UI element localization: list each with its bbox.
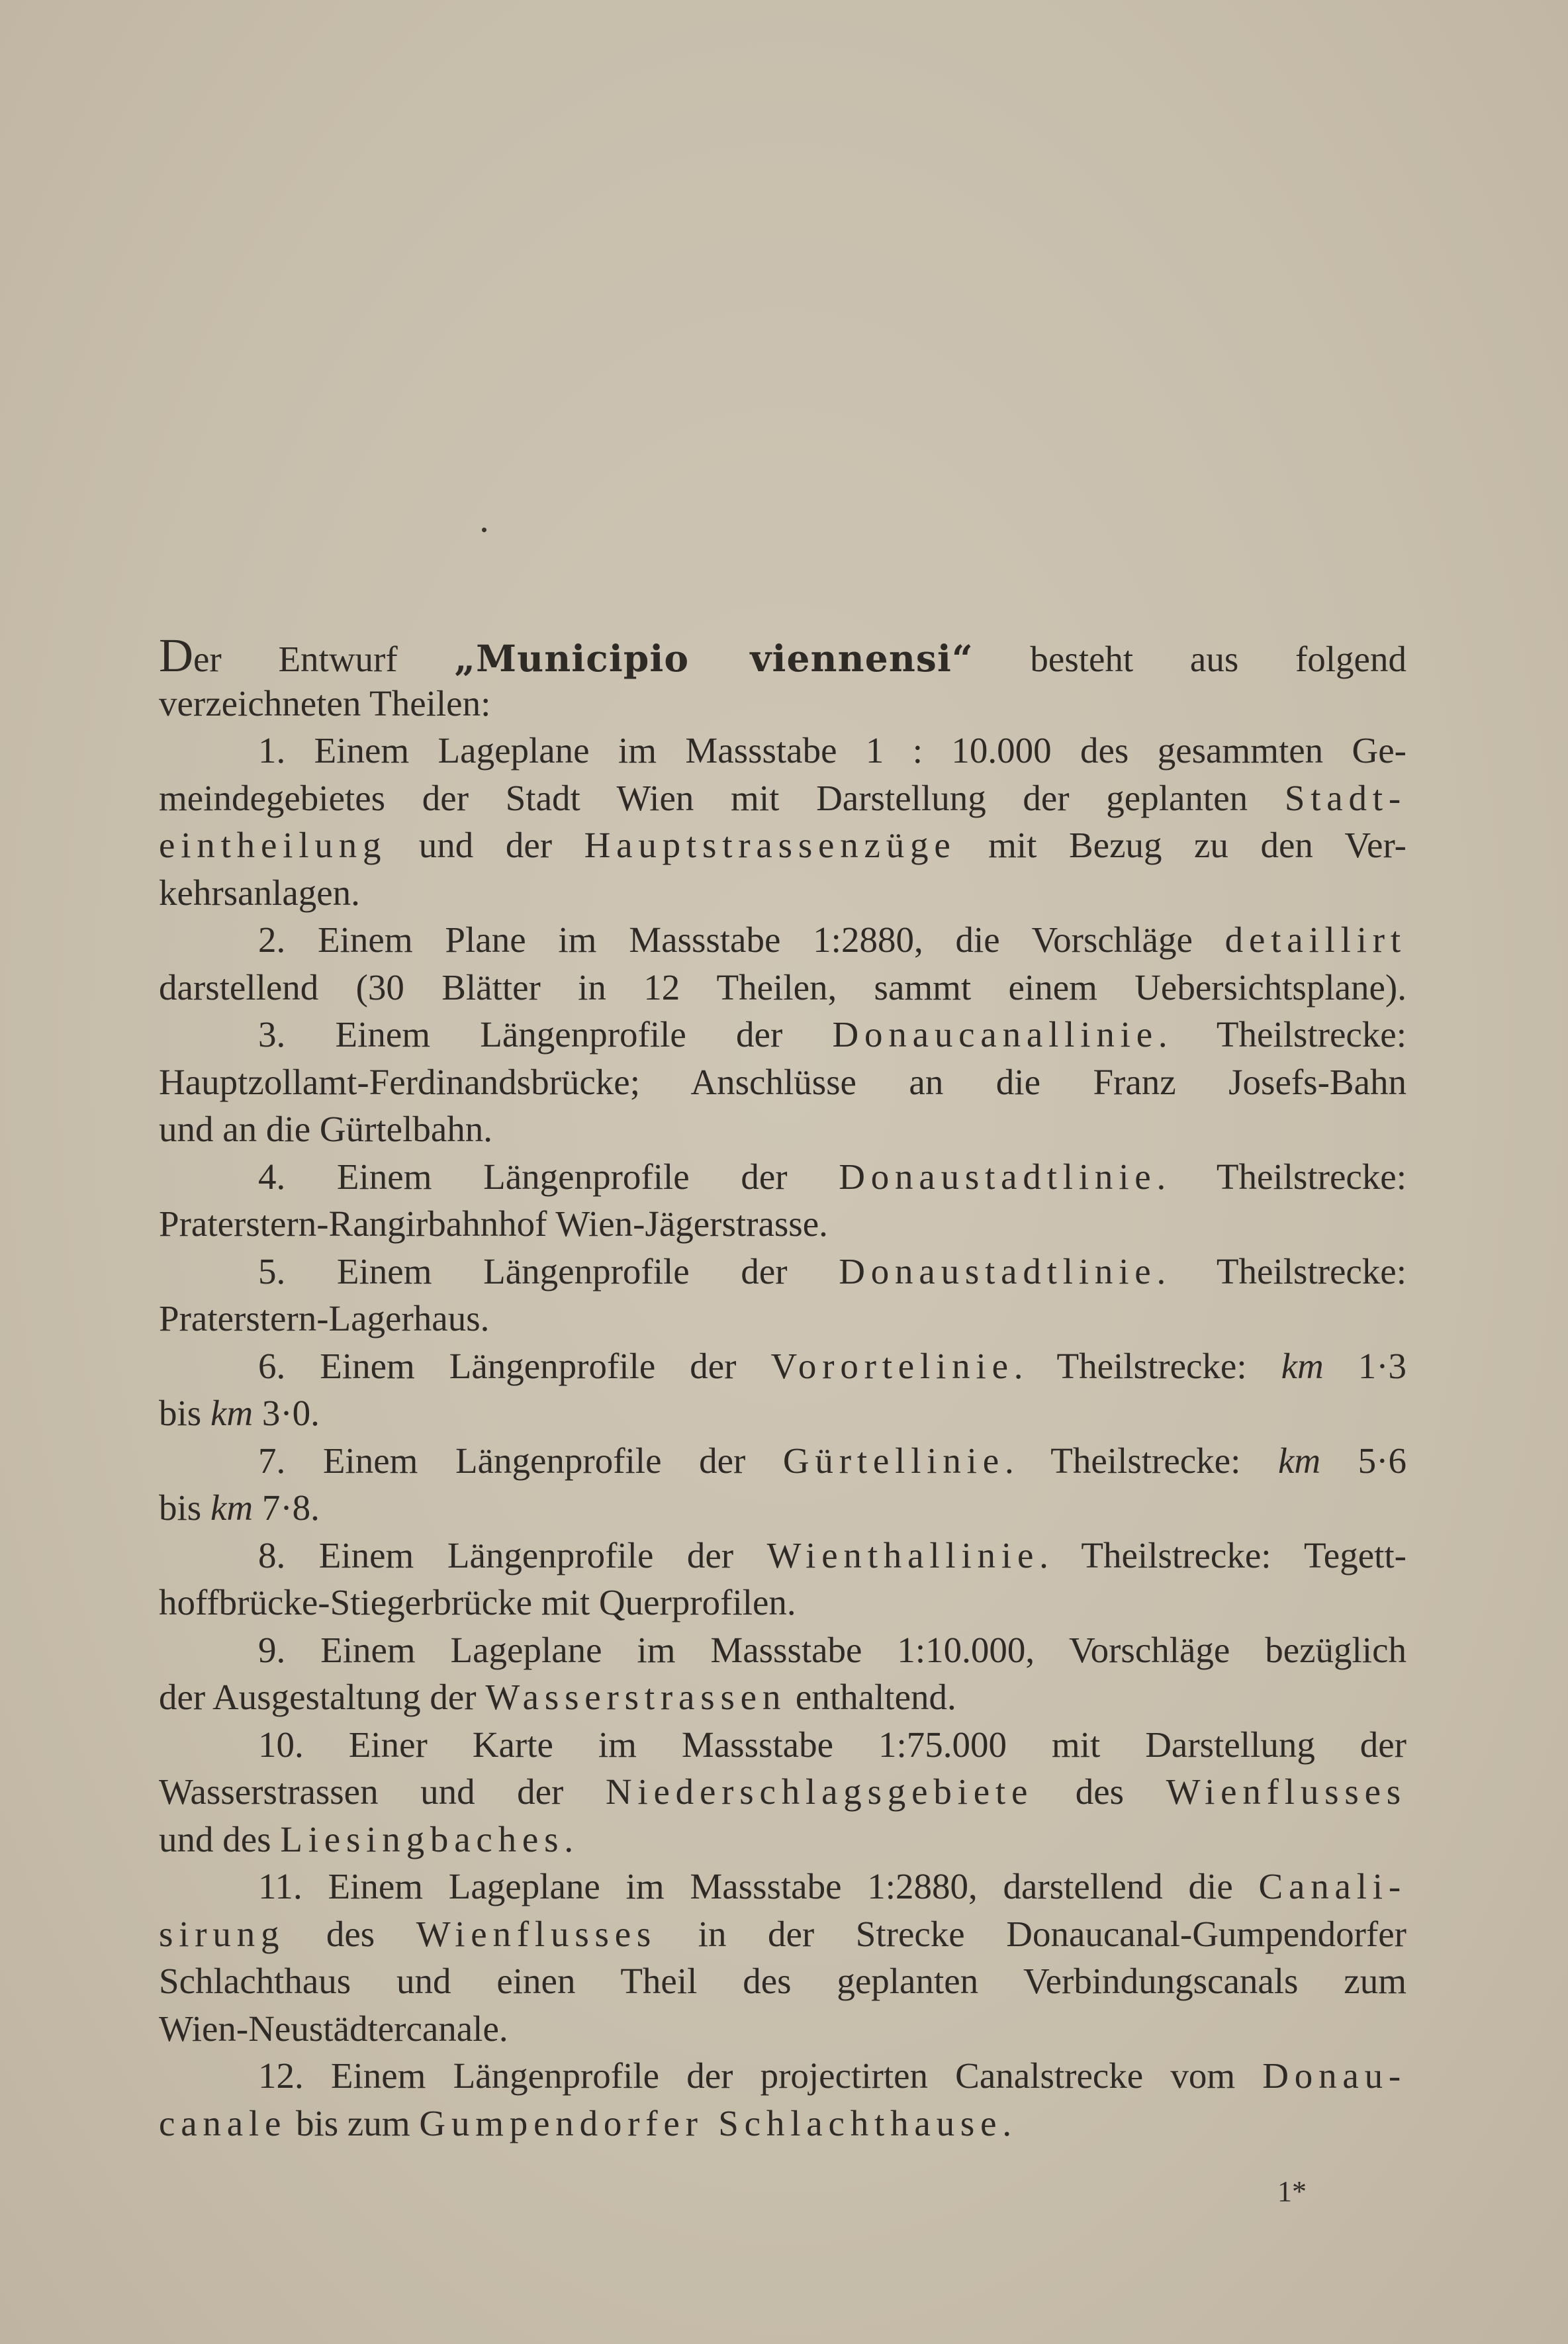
text-line: [159, 1248, 1407, 1295]
text-span: Wasserstrassen und der: [159, 1771, 606, 1812]
page-number: 1*: [1277, 2175, 1307, 2208]
text-span: Hauptzollamt-Ferdinandsbrücke; Anschlüsse an die Franz Josefs-Bahn: [159, 1061, 1407, 1102]
text-span: Gumpendorfer Schlachthause: [419, 2102, 1003, 2143]
text-line: [159, 1153, 1407, 1201]
text-line: [159, 2100, 1407, 2147]
text-span: 12. Einem Längenprofile der projectirten Canalstrecke vom: [258, 2055, 1263, 2096]
text-span: der Ausgestaltung der: [159, 1677, 486, 1717]
text-span: 7. Einem Längenprofile der: [258, 1440, 783, 1481]
text-span: 1·3: [1323, 1345, 1407, 1386]
text-line: [159, 1011, 1407, 1058]
text-span: . Theilstrecke: Tegett-: [1039, 1534, 1407, 1575]
text-span: bis zum: [287, 2102, 420, 2143]
text-span: detaillirt: [1224, 919, 1407, 960]
text-span: Hauptstrassenzüge: [584, 825, 956, 865]
text-span: 10. Einer Karte im Massstabe 1:75.000 mit Darstellung der: [258, 1724, 1407, 1765]
text-span: und an die Gürtelbahn.: [159, 1109, 493, 1149]
text-span: Donaucanallinie: [832, 1014, 1158, 1055]
body-text: [159, 632, 1407, 2147]
text-line: [159, 1626, 1407, 1674]
text-line: [159, 1295, 1407, 1342]
text-span: Wien-Neustädtercanale.: [159, 2008, 508, 2049]
text-line: [159, 1484, 1407, 1532]
text-span: besteht aus folgend: [973, 639, 1407, 679]
text-span: meindegebietes der Stadt Wien mit Darstellung der geplanten: [159, 777, 1285, 818]
text-line: [159, 1910, 1407, 1958]
text-span: 5·6: [1320, 1440, 1407, 1481]
text-line: [159, 680, 1407, 727]
text-span: km: [1277, 1440, 1321, 1481]
text-line: [159, 1579, 1407, 1626]
text-span: Donau-: [1262, 2055, 1407, 2096]
text-span: und der: [387, 825, 584, 865]
text-span: Liesingbaches: [280, 1818, 565, 1859]
text-span: . Theilstrecke:: [1156, 1156, 1407, 1197]
text-span: sirung: [159, 1913, 285, 1954]
text-span: Praterstern-Lagerhaus.: [159, 1298, 490, 1338]
text-line: [159, 916, 1407, 964]
text-span: 11. Einem Lageplane im Massstabe 1:2880, darstellend die: [258, 1866, 1259, 1906]
text-span: Donaustadtlinie: [839, 1250, 1157, 1291]
text-span: 4. Einem Längenprofile der: [258, 1156, 839, 1197]
text-span: 3. Einem Längenprofile der: [258, 1014, 833, 1055]
text-line: [159, 1058, 1407, 1106]
text-line: [159, 869, 1407, 917]
text-span: 3·0.: [253, 1393, 320, 1433]
text-line: [159, 1389, 1407, 1437]
text-line: [159, 1437, 1407, 1485]
text-span: des: [285, 1913, 416, 1954]
text-span: Wienflusses: [416, 1913, 657, 1954]
text-line: [159, 1532, 1407, 1579]
text-span: enthaltend.: [786, 1677, 956, 1717]
text-span: 8. Einem Längenprofile der: [258, 1534, 767, 1575]
text-span: 5. Einem Längenprofile der: [258, 1250, 839, 1291]
text-line: [159, 1200, 1407, 1248]
text-span: Niederschlagsgebiete: [605, 1771, 1034, 1812]
text-span: bis: [159, 1393, 210, 1433]
text-line: [159, 1957, 1407, 2005]
text-span: canale: [159, 2102, 287, 2143]
text-span: 6. Einem Längenprofile der: [258, 1345, 771, 1386]
text-span: D: [159, 632, 193, 680]
text-span: km: [1281, 1345, 1324, 1386]
text-span: hoffbrücke-Stiegerbrücke mit Querprofilen.: [159, 1582, 796, 1622]
text-span: . Theilstrecke:: [1013, 1345, 1281, 1386]
title-phrase: „Municipio viennensi“: [454, 637, 974, 680]
text-span: Schlachthaus und einen Theil des geplanten Verbindungscanals zum: [159, 1961, 1407, 2001]
text-line: [159, 1816, 1407, 1863]
text-span: verzeichneten Theilen:: [159, 682, 491, 724]
text-span: mit Bezug zu den Ver-: [956, 825, 1407, 865]
text-span: kehrsanlagen.: [159, 872, 360, 913]
text-span: 9. Einem Lageplane im Massstabe 1:10.000, Vorschläge bezüglich: [258, 1629, 1407, 1670]
text-span: des: [1033, 1771, 1166, 1812]
text-span: Canali-: [1258, 1866, 1407, 1906]
text-span: Wasserstrassen: [485, 1677, 787, 1717]
text-span: Wienflusses: [1166, 1771, 1407, 1812]
text-line: [159, 1673, 1407, 1721]
text-span: .: [564, 1818, 574, 1859]
text-span: bis: [159, 1487, 210, 1528]
text-line: [159, 727, 1407, 774]
text-span: in der Strecke Donaucanal-Gumpendorfer: [657, 1913, 1407, 1954]
text-line: [159, 821, 1407, 869]
text-span: Donaustadtlinie: [839, 1156, 1157, 1197]
text-span: . Theilstrecke:: [1004, 1440, 1278, 1481]
text-span: Vorortelinie: [770, 1345, 1014, 1386]
text-line: [159, 1863, 1407, 1910]
ink-speck: [482, 528, 486, 532]
text-span: er Entwurf: [193, 639, 455, 679]
text-line: [159, 2005, 1407, 2053]
text-span: und des: [159, 1818, 281, 1859]
text-line: [159, 632, 1407, 680]
text-span: km: [210, 1487, 254, 1528]
text-span: .: [1002, 2102, 1012, 2143]
text-line: [159, 2052, 1407, 2100]
text-span: Stadt-: [1284, 777, 1407, 818]
text-span: darstellend (30 Blätter in 12 Theilen, sammt einem Uebersichtsplane).: [159, 966, 1407, 1008]
text-span: Wienthallinie: [766, 1534, 1040, 1575]
text-span: eintheilung: [159, 825, 387, 865]
text-line: [159, 774, 1407, 822]
text-span: . Theilstrecke:: [1156, 1250, 1407, 1291]
text-span: Gürtellinie: [782, 1440, 1005, 1481]
text-line: [159, 1105, 1407, 1153]
text-line: [159, 1721, 1407, 1769]
text-span: 7·8.: [253, 1487, 320, 1528]
text-span: 1. Einem Lageplane im Massstabe 1 : 10.000 des gesammten Ge-: [258, 730, 1407, 771]
text-span: Praterstern-Rangirbahnhof Wien-Jägerstrasse.: [159, 1203, 828, 1244]
text-span: 2. Einem Plane im Massstabe 1:2880, die Vorschläge: [258, 919, 1225, 960]
text-line: [159, 1768, 1407, 1816]
text-line: [159, 1342, 1407, 1390]
text-span: . Theilstrecke:: [1158, 1014, 1407, 1055]
text-line: [159, 964, 1407, 1011]
text-span: km: [210, 1393, 254, 1433]
